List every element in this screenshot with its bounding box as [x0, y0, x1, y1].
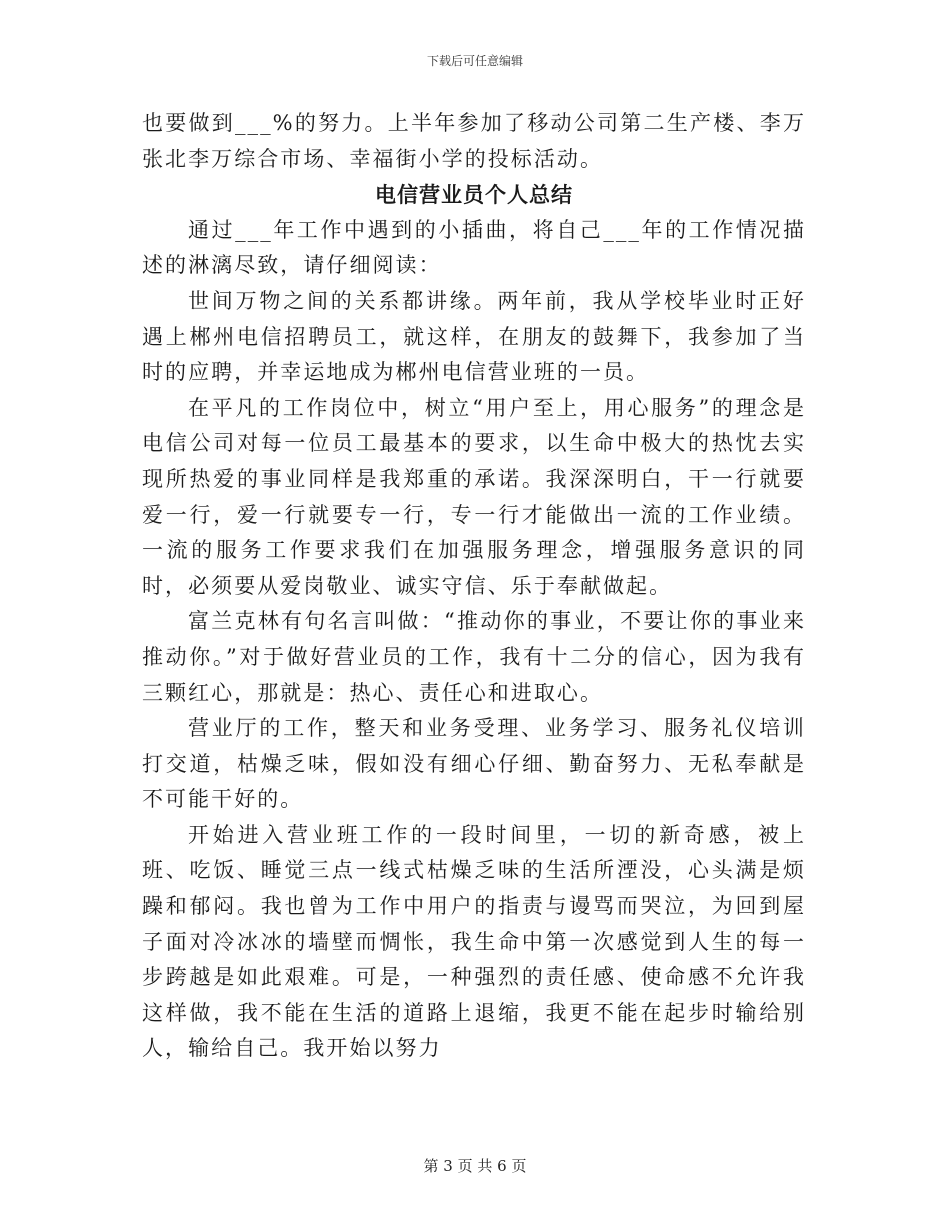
paragraph-early-days: 开始进入营业班工作的一段时间里，一切的新奇感，被上班、吃饭、睡觉三点一线式枯燥乏味的生活所湮没，心头满是烦躁和郁闷。我也曾为工作中用户的指责与谩骂而哭泣，为回到屋子面对冷冰冰的墙壁而惆怅，我生命中第一次感觉到人生的每一步跨越是如此艰难。可是，一种强烈的责任感、使命感不允许我这样做，我不能在生活的道路上退缩，我更不能在起步时输给别人，输给自己。我开始以努力 [142, 822, 806, 1061]
paragraph-service-philosophy: 在平凡的工作岗位中，树立“用户至上，用心服务”的理念是电信公司对每一位员工最基本的要求，以生命中极大的热忱去实现所热爱的事业同样是我郑重的承诺。我深深明白，干一行就要爱一行，爱一行就要专一行，专一行才能做出一流的工作业绩。一流的服务工作要求我们在加强服务理念，增强服务意识的同时，必须要从爱岗敬业、诚实守信、乐于奉献做起。 [142, 395, 806, 598]
document-title: 电信营业员个人总结 [375, 182, 573, 208]
document-body [142, 106, 806, 1067]
paragraph-intro: 通过___年工作中遇到的小插曲，将自己___年的工作情况描述的淋漓尽致，请仔细阅读： [142, 217, 806, 278]
page-number: 第 3 页 共 6 页 [423, 1157, 527, 1175]
lead-paragraph: 也要做到___%的努力。上半年参加了移动公司第二生产楼、李万张北李万综合市场、幸福街小学的投标活动。 [142, 111, 806, 171]
paragraph-hall-work: 营业厅的工作，整天和业务受理、业务学习、服务礼仪培训打交道，枯燥乏味，假如没有细心仔细、勤奋努力、无私奉献是不可能干好的。 [142, 716, 806, 812]
paragraph-franklin-quote: 富兰克林有句名言叫做：“推动你的事业，不要让你的事业来推动你。”对于做好营业员的工作，我有十二分的信心，因为我有三颗红心，那就是：热心、责任心和进取心。 [142, 609, 806, 705]
page-header: 下载后可任意编辑 [426, 54, 523, 68]
paragraph-fate: 世间万物之间的关系都讲缘。两年前，我从学校毕业时正好遇上郴州电信招聘员工，就这样，在朋友的鼓舞下，我参加了当时的应聘，并幸运地成为郴州电信营业班的一员。 [142, 288, 806, 385]
